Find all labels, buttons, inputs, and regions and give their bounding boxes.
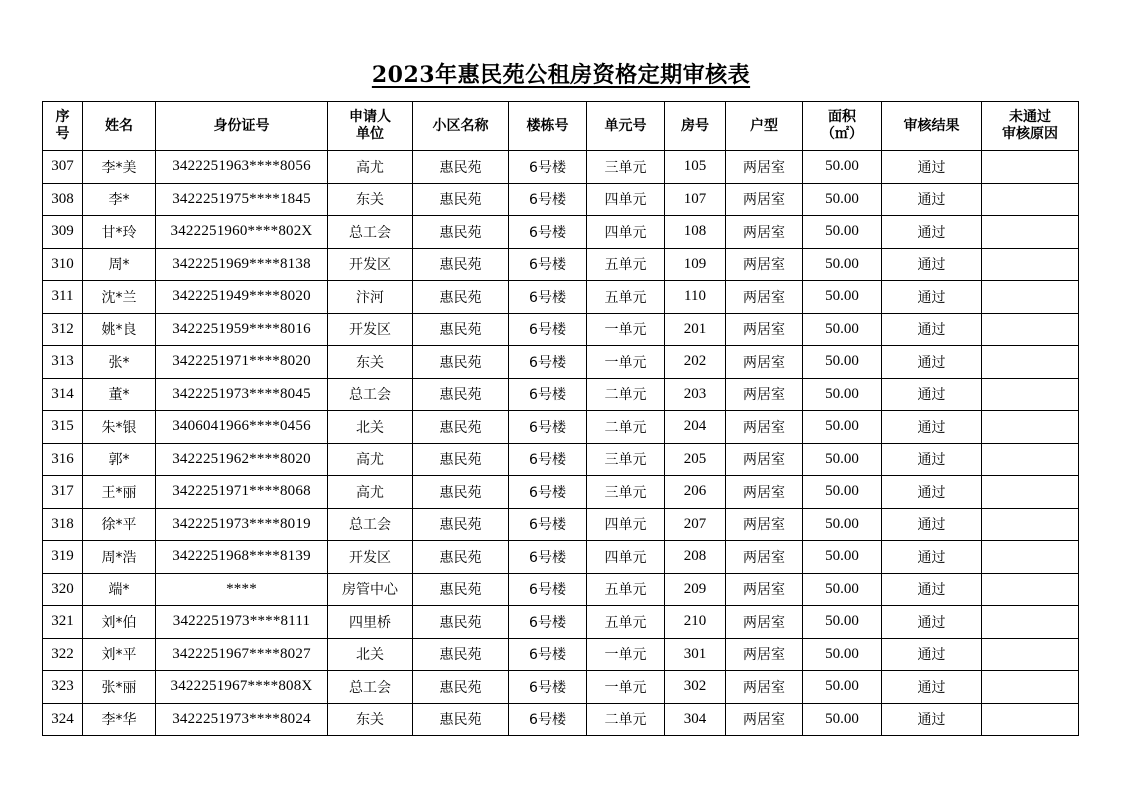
cell-reason (982, 476, 1079, 509)
cell-name: 刘*平 (83, 638, 156, 671)
table-row (43, 216, 1079, 249)
cell-community: 惠民苑 (413, 573, 509, 606)
review-table (42, 101, 1079, 736)
cell-id-number: 3422251973****8045 (156, 378, 328, 411)
cell-name: 李*华 (83, 703, 156, 736)
cell-type: 两居室 (726, 281, 803, 314)
cell-community: 惠民苑 (413, 346, 509, 379)
cell-reason (982, 411, 1079, 444)
cell-room: 209 (665, 573, 726, 606)
cell-name: 徐*平 (83, 508, 156, 541)
cell-type: 两居室 (726, 703, 803, 736)
cell-seq: 314 (43, 378, 83, 411)
cell-building: 6号楼 (509, 573, 587, 606)
table-body (43, 151, 1079, 736)
cell-unit-no: 五单元 (587, 606, 665, 639)
cell-reason (982, 248, 1079, 281)
cell-result: 通过 (882, 378, 982, 411)
cell-type: 两居室 (726, 606, 803, 639)
col-header-community: 小区名称 (413, 102, 509, 151)
cell-area: 50.00 (803, 248, 882, 281)
cell-name: 郭* (83, 443, 156, 476)
col-header-reason: 未通过 审核原因 (982, 102, 1079, 151)
cell-applicant-unit: 开发区 (328, 541, 413, 574)
cell-room: 207 (665, 508, 726, 541)
cell-seq: 322 (43, 638, 83, 671)
cell-room: 202 (665, 346, 726, 379)
cell-id-number: 3422251967****8027 (156, 638, 328, 671)
cell-building: 6号楼 (509, 378, 587, 411)
cell-name: 甘*玲 (83, 216, 156, 249)
cell-area: 50.00 (803, 183, 882, 216)
cell-applicant-unit: 北关 (328, 411, 413, 444)
cell-name: 张*丽 (83, 671, 156, 704)
cell-room: 210 (665, 606, 726, 639)
col-header-name: 姓名 (83, 102, 156, 151)
cell-seq: 317 (43, 476, 83, 509)
cell-area: 50.00 (803, 703, 882, 736)
cell-community: 惠民苑 (413, 703, 509, 736)
cell-result: 通过 (882, 216, 982, 249)
cell-type: 两居室 (726, 216, 803, 249)
cell-building: 6号楼 (509, 443, 587, 476)
cell-name: 朱*银 (83, 411, 156, 444)
cell-building: 6号楼 (509, 476, 587, 509)
cell-building: 6号楼 (509, 703, 587, 736)
cell-community: 惠民苑 (413, 378, 509, 411)
cell-applicant-unit: 开发区 (328, 313, 413, 346)
cell-area: 50.00 (803, 281, 882, 314)
cell-seq: 307 (43, 151, 83, 184)
cell-area: 50.00 (803, 411, 882, 444)
cell-reason (982, 346, 1079, 379)
cell-reason (982, 151, 1079, 184)
cell-seq: 309 (43, 216, 83, 249)
table-row (43, 443, 1079, 476)
cell-room: 205 (665, 443, 726, 476)
cell-id-number: 3422251963****8056 (156, 151, 328, 184)
header-row (43, 102, 1079, 151)
cell-applicant-unit: 房管中心 (328, 573, 413, 606)
cell-room: 302 (665, 671, 726, 704)
cell-result: 通过 (882, 248, 982, 281)
cell-reason (982, 216, 1079, 249)
cell-type: 两居室 (726, 313, 803, 346)
table-row (43, 313, 1079, 346)
cell-unit-no: 二单元 (587, 411, 665, 444)
table-row (43, 248, 1079, 281)
cell-unit-no: 二单元 (587, 378, 665, 411)
cell-type: 两居室 (726, 183, 803, 216)
cell-reason (982, 443, 1079, 476)
cell-building: 6号楼 (509, 151, 587, 184)
cell-result: 通过 (882, 476, 982, 509)
cell-area: 50.00 (803, 313, 882, 346)
cell-unit-no: 五单元 (587, 281, 665, 314)
col-header-unit-no: 单元号 (587, 102, 665, 151)
cell-seq: 311 (43, 281, 83, 314)
cell-name: 沈*兰 (83, 281, 156, 314)
table-row (43, 541, 1079, 574)
cell-result: 通过 (882, 183, 982, 216)
col-header-area: 面积 （㎡） (803, 102, 882, 151)
cell-name: 刘*伯 (83, 606, 156, 639)
cell-id-number: 3422251973****8019 (156, 508, 328, 541)
cell-id-number: 3422251973****8024 (156, 703, 328, 736)
cell-unit-no: 三单元 (587, 443, 665, 476)
cell-area: 50.00 (803, 151, 882, 184)
cell-result: 通过 (882, 281, 982, 314)
cell-id-number: 3422251975****1845 (156, 183, 328, 216)
table-row (43, 346, 1079, 379)
cell-reason (982, 573, 1079, 606)
cell-unit-no: 一单元 (587, 313, 665, 346)
cell-unit-no: 四单元 (587, 183, 665, 216)
cell-room: 206 (665, 476, 726, 509)
col-header-id: 身份证号 (156, 102, 328, 151)
table-row (43, 606, 1079, 639)
cell-reason (982, 313, 1079, 346)
cell-id-number: 3422251973****8111 (156, 606, 328, 639)
cell-seq: 323 (43, 671, 83, 704)
cell-name: 董* (83, 378, 156, 411)
table-row (43, 508, 1079, 541)
cell-building: 6号楼 (509, 248, 587, 281)
cell-type: 两居室 (726, 671, 803, 704)
cell-community: 惠民苑 (413, 638, 509, 671)
cell-result: 通过 (882, 411, 982, 444)
cell-applicant-unit: 总工会 (328, 378, 413, 411)
cell-reason (982, 703, 1079, 736)
cell-applicant-unit: 总工会 (328, 508, 413, 541)
cell-result: 通过 (882, 443, 982, 476)
cell-reason (982, 378, 1079, 411)
cell-reason (982, 281, 1079, 314)
cell-community: 惠民苑 (413, 443, 509, 476)
cell-seq: 318 (43, 508, 83, 541)
cell-seq: 313 (43, 346, 83, 379)
cell-building: 6号楼 (509, 183, 587, 216)
cell-type: 两居室 (726, 476, 803, 509)
cell-building: 6号楼 (509, 216, 587, 249)
cell-room: 301 (665, 638, 726, 671)
cell-community: 惠民苑 (413, 183, 509, 216)
cell-name: 端* (83, 573, 156, 606)
cell-building: 6号楼 (509, 508, 587, 541)
cell-id-number: 3422251968****8139 (156, 541, 328, 574)
cell-applicant-unit: 总工会 (328, 671, 413, 704)
cell-area: 50.00 (803, 443, 882, 476)
cell-applicant-unit: 东关 (328, 346, 413, 379)
cell-applicant-unit: 东关 (328, 703, 413, 736)
cell-building: 6号楼 (509, 281, 587, 314)
cell-id-number: 3406041966****0456 (156, 411, 328, 444)
cell-applicant-unit: 东关 (328, 183, 413, 216)
cell-area: 50.00 (803, 671, 882, 704)
cell-name: 姚*良 (83, 313, 156, 346)
cell-room: 203 (665, 378, 726, 411)
page-title: 2023年惠民苑公租房资格定期审核表 (371, 62, 751, 88)
cell-reason (982, 541, 1079, 574)
cell-unit-no: 四单元 (587, 216, 665, 249)
cell-area: 50.00 (803, 541, 882, 574)
table-row (43, 281, 1079, 314)
cell-community: 惠民苑 (413, 281, 509, 314)
col-header-result: 审核结果 (882, 102, 982, 151)
cell-result: 通过 (882, 638, 982, 671)
cell-building: 6号楼 (509, 346, 587, 379)
cell-id-number: 3422251967****808X (156, 671, 328, 704)
cell-community: 惠民苑 (413, 313, 509, 346)
cell-result: 通过 (882, 541, 982, 574)
cell-community: 惠民苑 (413, 411, 509, 444)
cell-community: 惠民苑 (413, 248, 509, 281)
cell-area: 50.00 (803, 508, 882, 541)
cell-result: 通过 (882, 573, 982, 606)
cell-result: 通过 (882, 508, 982, 541)
cell-community: 惠民苑 (413, 606, 509, 639)
cell-building: 6号楼 (509, 606, 587, 639)
cell-unit-no: 三单元 (587, 151, 665, 184)
cell-community: 惠民苑 (413, 541, 509, 574)
cell-building: 6号楼 (509, 671, 587, 704)
cell-type: 两居室 (726, 151, 803, 184)
cell-seq: 315 (43, 411, 83, 444)
col-header-type: 户型 (726, 102, 803, 151)
cell-community: 惠民苑 (413, 476, 509, 509)
cell-applicant-unit: 总工会 (328, 216, 413, 249)
cell-applicant-unit: 高尤 (328, 151, 413, 184)
cell-id-number: 3422251960****802X (156, 216, 328, 249)
cell-type: 两居室 (726, 411, 803, 444)
cell-id-number: 3422251959****8016 (156, 313, 328, 346)
cell-community: 惠民苑 (413, 671, 509, 704)
cell-reason (982, 183, 1079, 216)
cell-seq: 320 (43, 573, 83, 606)
cell-reason (982, 638, 1079, 671)
cell-applicant-unit: 高尤 (328, 443, 413, 476)
col-header-building: 楼栋号 (509, 102, 587, 151)
cell-name: 王*丽 (83, 476, 156, 509)
cell-type: 两居室 (726, 638, 803, 671)
cell-room: 204 (665, 411, 726, 444)
table-row (43, 411, 1079, 444)
cell-building: 6号楼 (509, 313, 587, 346)
cell-reason (982, 606, 1079, 639)
cell-result: 通过 (882, 151, 982, 184)
cell-seq: 312 (43, 313, 83, 346)
cell-room: 304 (665, 703, 726, 736)
cell-result: 通过 (882, 346, 982, 379)
cell-name: 李* (83, 183, 156, 216)
cell-applicant-unit: 高尤 (328, 476, 413, 509)
cell-name: 李*美 (83, 151, 156, 184)
cell-area: 50.00 (803, 573, 882, 606)
cell-reason (982, 671, 1079, 704)
cell-type: 两居室 (726, 248, 803, 281)
cell-community: 惠民苑 (413, 151, 509, 184)
cell-id-number: 3422251971****8020 (156, 346, 328, 379)
cell-room: 208 (665, 541, 726, 574)
cell-seq: 324 (43, 703, 83, 736)
cell-area: 50.00 (803, 606, 882, 639)
cell-unit-no: 三单元 (587, 476, 665, 509)
cell-area: 50.00 (803, 346, 882, 379)
cell-seq: 310 (43, 248, 83, 281)
cell-name: 周*浩 (83, 541, 156, 574)
cell-name: 周* (83, 248, 156, 281)
cell-room: 105 (665, 151, 726, 184)
cell-room: 108 (665, 216, 726, 249)
table-row (43, 476, 1079, 509)
cell-type: 两居室 (726, 508, 803, 541)
cell-id-number: 3422251962****8020 (156, 443, 328, 476)
cell-type: 两居室 (726, 443, 803, 476)
cell-room: 107 (665, 183, 726, 216)
cell-applicant-unit: 开发区 (328, 248, 413, 281)
cell-seq: 319 (43, 541, 83, 574)
cell-seq: 316 (43, 443, 83, 476)
cell-area: 50.00 (803, 638, 882, 671)
table-row (43, 573, 1079, 606)
col-header-unit: 申请人 单位 (328, 102, 413, 151)
cell-building: 6号楼 (509, 541, 587, 574)
cell-applicant-unit: 汴河 (328, 281, 413, 314)
cell-unit-no: 四单元 (587, 508, 665, 541)
cell-unit-no: 一单元 (587, 671, 665, 704)
cell-area: 50.00 (803, 216, 882, 249)
cell-unit-no: 一单元 (587, 346, 665, 379)
cell-reason (982, 508, 1079, 541)
cell-seq: 308 (43, 183, 83, 216)
cell-seq: 321 (43, 606, 83, 639)
cell-result: 通过 (882, 671, 982, 704)
table-row (43, 671, 1079, 704)
cell-unit-no: 二单元 (587, 703, 665, 736)
cell-id-number: 3422251971****8068 (156, 476, 328, 509)
table-row (43, 151, 1079, 184)
cell-type: 两居室 (726, 541, 803, 574)
cell-community: 惠民苑 (413, 508, 509, 541)
cell-id-number: **** (156, 573, 328, 606)
cell-type: 两居室 (726, 378, 803, 411)
cell-unit-no: 四单元 (587, 541, 665, 574)
cell-unit-no: 一单元 (587, 638, 665, 671)
cell-id-number: 3422251969****8138 (156, 248, 328, 281)
cell-applicant-unit: 北关 (328, 638, 413, 671)
cell-room: 109 (665, 248, 726, 281)
cell-unit-no: 五单元 (587, 573, 665, 606)
table-row (43, 703, 1079, 736)
col-header-room: 房号 (665, 102, 726, 151)
cell-building: 6号楼 (509, 638, 587, 671)
cell-area: 50.00 (803, 378, 882, 411)
cell-area: 50.00 (803, 476, 882, 509)
cell-community: 惠民苑 (413, 216, 509, 249)
cell-result: 通过 (882, 313, 982, 346)
table-row (43, 183, 1079, 216)
cell-result: 通过 (882, 606, 982, 639)
table-row (43, 638, 1079, 671)
cell-building: 6号楼 (509, 411, 587, 444)
cell-room: 110 (665, 281, 726, 314)
cell-applicant-unit: 四里桥 (328, 606, 413, 639)
cell-room: 201 (665, 313, 726, 346)
cell-type: 两居室 (726, 573, 803, 606)
col-header-seq: 序 号 (43, 102, 83, 151)
table-row (43, 378, 1079, 411)
cell-name: 张* (83, 346, 156, 379)
cell-type: 两居室 (726, 346, 803, 379)
cell-result: 通过 (882, 703, 982, 736)
cell-id-number: 3422251949****8020 (156, 281, 328, 314)
cell-unit-no: 五单元 (587, 248, 665, 281)
